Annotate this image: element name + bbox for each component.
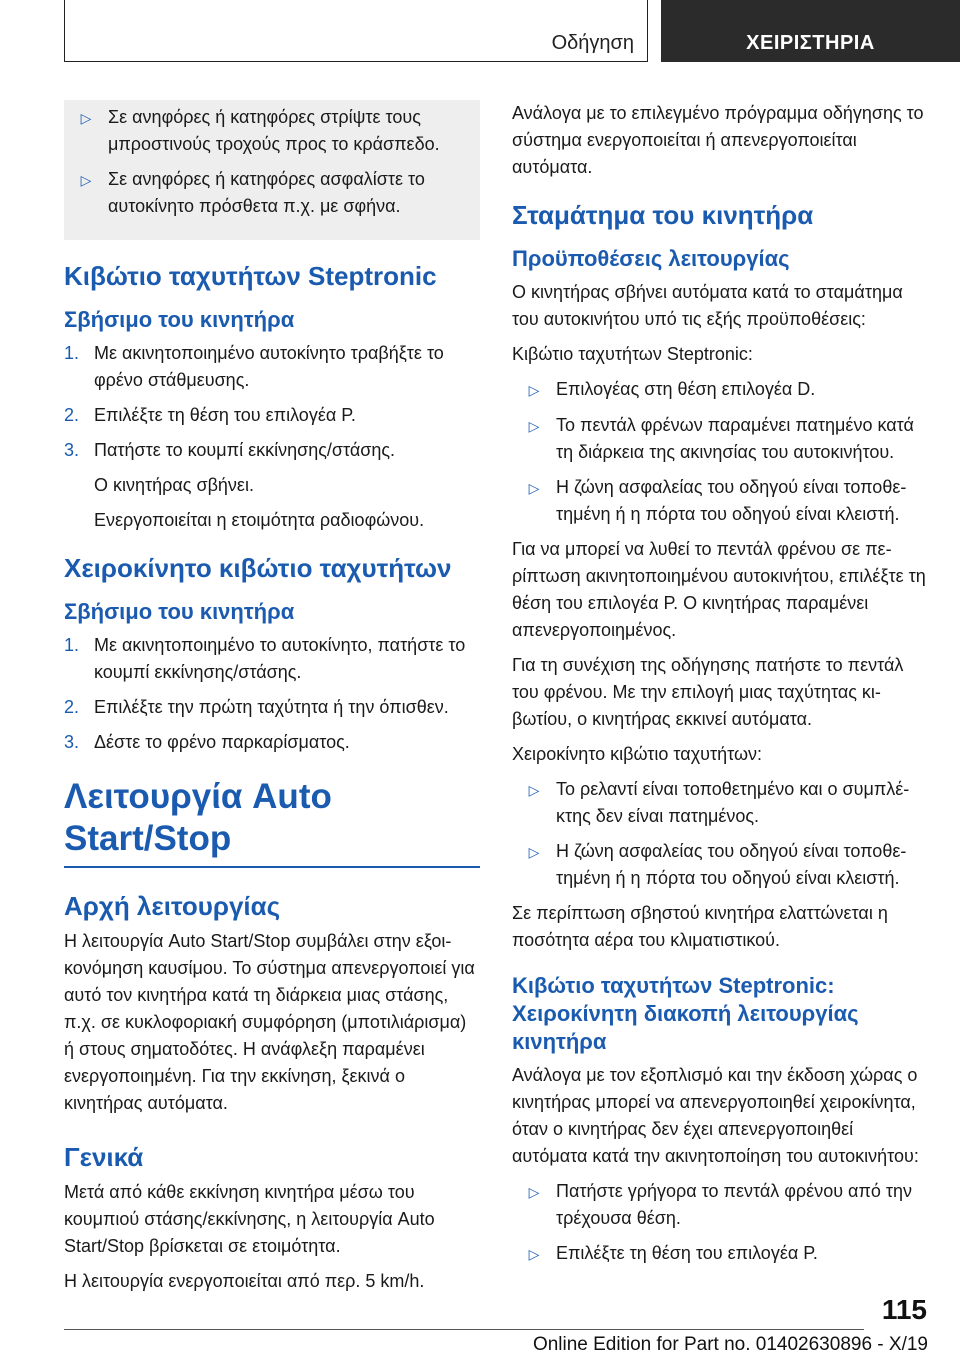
step-item: 1. Με ακινητοποιημένο το αυτοκίνητο, πατήστε το κουμπί εκκίνησης/στάσης.	[64, 635, 466, 682]
heading-manual-interrupt: Κιβώτιο ταχυτήτων Steptronic: Χειροκίνητη διακοπή λειτουργίας κινητήρα	[512, 973, 859, 1054]
list-item: ▷ Σε ανηφόρες ή κατηφόρες στρίψτε τους μπροστινούς τροχούς προς το κράσπεδο.	[64, 104, 480, 158]
heading-engine-off-2: Σβήσιμο του κινητήρα	[64, 599, 295, 624]
paragraph-continue: Για τη συνέχιση της οδήγησης πατήστε το πεντάλ του φρένου. Με την επιλογή μιας ταχύτητας κιβωτίου, ο κινητήρας εκκινεί αυτόματα.	[512, 655, 904, 729]
triangle-right-icon: ▷	[528, 480, 540, 496]
header-section-title: Οδήγηση	[551, 32, 634, 54]
header-chapter-tab: ΧΕΙΡΙΣΤΗΡΙΑ	[661, 0, 960, 62]
label-manual: Χειροκίνητο κιβώτιο ταχυτήτων:	[512, 744, 763, 764]
step-item: 1. Με ακινητοποιημένο αυτοκίνητο τραβήξτε το φρένο στάθμευσης.	[64, 343, 444, 390]
list-item: ▷ Σε ανηφόρες ή κατηφόρες ασφαλίστε το αυτοκίνητο πρόσθετα π.χ. με σφήνα.	[64, 166, 480, 220]
list-item: ▷ Το πεντάλ φρένων παραμένει πατημένο κατά τη διάρκεια της ακινησίας του αυτοκινήτου.	[512, 412, 928, 466]
left-column	[64, 100, 480, 1303]
paragraph-intro: Ανάλογα με το επιλεγμένο πρόγραμμα οδήγησης το σύστημα ενεργοποιείται ή απενεργοποιείται αυτόματα.	[512, 103, 924, 177]
label-steptronic: Κιβώτιο ταχυτήτων Steptronic:	[512, 344, 753, 364]
paragraph-release: Για να μπορεί να λυθεί το πεντάλ φρένου σε περίπτωση ακινητοποιημένου αυτοκινήτου, επιλέξτε τη θέση του επιλογέα P. Ο κινητήρας παραμένει απενεργοποιημένος.	[512, 539, 926, 640]
paragraph-general-1: Μετά από κάθε εκκίνηση κινητήρα μέσω του κουμπιού στάσης/εκκίνησης, η λειτουργία Auto Start/Stop βρίσκεται σε ετοιμότητα.	[64, 1182, 435, 1256]
triangle-right-icon: ▷	[528, 382, 540, 398]
triangle-right-icon: ▷	[528, 1184, 540, 1200]
heading-manual-gearbox: Χειροκίνητο κιβώτιο ταχυτήτων	[64, 553, 452, 583]
step-result: Ο κινητήρας σβήνει.	[94, 475, 254, 495]
paragraph-air: Σε περίπτωση σβηστού κινητήρα ελαττώνεται η ποσότητα αέρα του κλιματιστικού.	[512, 903, 888, 950]
heading-general: Γενικά	[64, 1142, 144, 1172]
list-item: ▷ Επιλογέας στη θέση επιλογέα D.	[512, 376, 928, 404]
heading-auto-start-stop: Λειτουργία Auto Start/Stop	[64, 776, 480, 868]
paragraph-principle: Η λειτουργία Auto Start/Stop συμβάλει στην εξοικονόμηση καυσίμου. Το σύστημα απενεργοποιεί για αυτό τον κινητήρα κατά τη διάρκεια μιας στάσης, π.χ. σε κυκλοφοριακή συμφόρηση (μποτιλιάρισμα) ή στους σηματοδότες. Η ανάφλεξη παραμένει ενεργοποιημένη. Για την εκκίνηση, ξεκινά ο κινητήρας αυτόματα.	[64, 931, 475, 1113]
step-item: 2. Επιλέξτε τη θέση του επιλογέα P.	[64, 405, 356, 425]
edition-line: Online Edition for Part no. 01402630896 - X/19	[532, 1334, 928, 1355]
list-item: ▷ Η ζώνη ασφαλείας του οδηγού είναι τοποθετημένη ή η πόρτα του οδηγού είναι κλειστή.	[512, 474, 928, 528]
list-item: ▷ Η ζώνη ασφαλείας του οδηγού είναι τοποθετημένη ή η πόρτα του οδηγού είναι κλειστή.	[512, 838, 928, 892]
heading-principle: Αρχή λειτουργίας	[64, 891, 281, 921]
step-item: 3. Δέστε το φρένο παρκαρίσματος.	[64, 732, 350, 752]
page-header	[64, 0, 960, 64]
step-item: 2. Επιλέξτε την πρώτη ταχύτητα ή την όπισθεν.	[64, 697, 449, 717]
triangle-right-icon: ▷	[528, 782, 540, 798]
triangle-right-icon: ▷	[528, 1246, 540, 1262]
triangle-right-icon: ▷	[80, 172, 92, 188]
list-item: ▷ Επιλέξτε τη θέση του επιλογέα P.	[512, 1240, 928, 1268]
paragraph-general-2: Η λειτουργία ενεργοποιείται από περ. 5 km/h.	[64, 1271, 425, 1291]
paragraph-prerequisites: Ο κινητήρας σβήνει αυτόματα κατά το σταμάτημα του αυτοκινήτου υπό τις εξής προϋποθέσεις:	[512, 282, 903, 329]
heading-steptronic: Κιβώτιο ταχυτήτων Steptronic	[64, 261, 437, 291]
heading-engine-off-1: Σβήσιμο του κινητήρα	[64, 307, 295, 332]
paragraph-interrupt: Ανάλογα με τον εξοπλισμό και την έκδοση χώρας ο κινητήρας μπορεί να απενεργοποιηθεί χειροκίνητα, όταν ο κινητήρας δεν έχει απενεργοποιηθεί αυτόματα κατά την ακινητοποίηση του αυτοκινήτου:	[512, 1065, 919, 1166]
heading-prerequisites: Προϋποθέσεις λειτουργίας	[512, 246, 790, 271]
triangle-right-icon: ▷	[80, 110, 92, 126]
triangle-right-icon: ▷	[528, 844, 540, 860]
parking-tips-box	[64, 100, 480, 240]
step-item: 3. Πατήστε το κουμπί εκκίνησης/στάσης.	[64, 440, 396, 460]
page-number: 115	[881, 1294, 927, 1325]
heading-engine-stop: Σταμάτημα του κινητήρα	[512, 200, 814, 230]
step-result: Ενεργοποιείται η ετοιμότητα ραδιοφώνου.	[94, 510, 425, 530]
right-column	[512, 100, 928, 1276]
footer-divider	[64, 1329, 864, 1330]
list-item: ▷ Πατήστε γρήγορα το πεντάλ φρένου από την τρέχουσα θέση.	[512, 1178, 928, 1232]
list-item: ▷ Το ρελαντί είναι τοποθετημένο και ο συμπλέκτης δεν είναι πατημένος.	[512, 776, 928, 830]
triangle-right-icon: ▷	[528, 418, 540, 434]
